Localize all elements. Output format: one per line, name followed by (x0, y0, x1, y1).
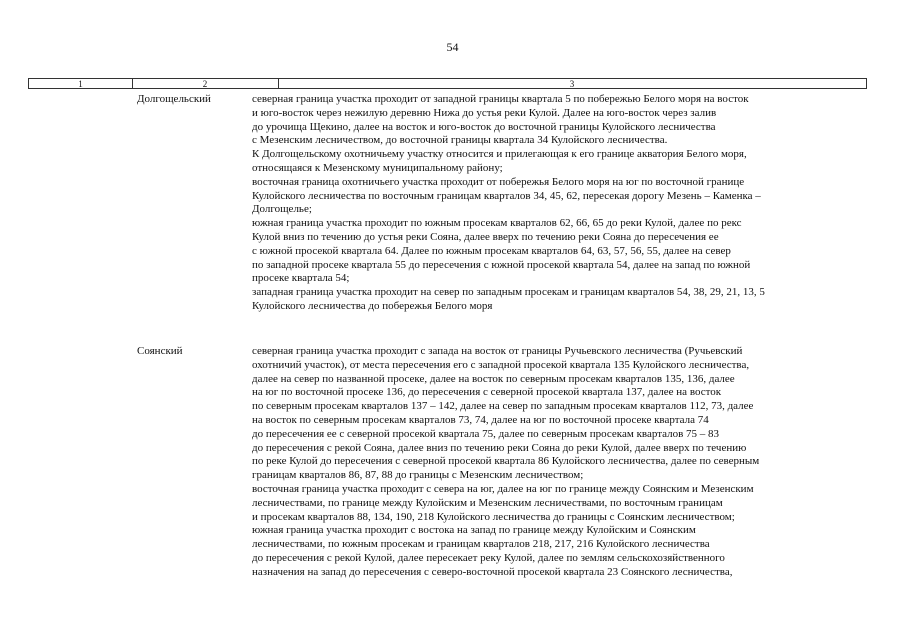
description-line: и юго-восток через нежилую деревню Нижа до устья реки Кулой. Далее на юго-восток через залив (252, 106, 717, 119)
description-line: северная граница участка проходит с запада на восток от границы Ручьевского лесничества (Ручьевский (252, 345, 743, 357)
boundary-description (252, 93, 872, 314)
table-header-row (28, 78, 867, 89)
description-line: по северным просекам кварталов 137 – 142, далее на север по западным просекам кварталов 112, 73, далее (252, 400, 754, 413)
description-line: далее на север по названной просеке, далее на восток по северным просекам кварталов 135, 136, далее (252, 372, 735, 385)
description-line: границам кварталов 86, 87, 88 до границы с Мезенским лесничеством; (252, 469, 584, 482)
description-line: южная граница участка проходит по южным просекам кварталов 62, 66, 65 до реки Кулой, далее по рекс (252, 217, 742, 230)
description-line: Кулойского лесничества по восточным границам кварталов 34, 45, 62, пересекая дорогу Мезень – Каменка – (252, 189, 761, 202)
description-line: лесничествами, по южным просекам и границам кварталов 218, 217, 216 Кулойского лесничества (252, 538, 710, 551)
description-line: восточная граница участка проходит с севера на юг, далее на юг по границе между Соянским и Мезенским (252, 482, 754, 495)
description-line: по западной просеке квартала 55 до пересечения с южной просекой квартала 54, далее на запад по южной (252, 258, 751, 271)
description-line: и просекам кварталов 88, 134, 190, 218 Кулойского лесничества до границы с Соянским лесничеством; (252, 510, 735, 523)
hunting-area-name: Соянский (137, 345, 183, 357)
description-line: по реке Кулой до пересечения с северной просекой квартала 86 Кулойского лесничества, далее по северным (252, 455, 760, 468)
description-line: западная граница участка проходит на север по западным просекам и границам кварталов 54, 38, 29, 21, 13, 5 (252, 286, 765, 299)
description-line: до пересечения с рекой Сояна, далее вниз по течению реки Сояна до реки Кулой, далее вверх по течению (252, 441, 747, 454)
description-line: назначения на запад до пересечения с северо-восточной просекой квартала 23 Соянского лесничества, (252, 565, 733, 578)
description-line: восточная граница охотничьего участка проходит от побережья Белого моря на юг по восточной границе (252, 175, 745, 188)
column-header-3: 3 (569, 79, 575, 89)
description-line: до урочища Щекино, далее на восток и юго-восток до восточной границы Кулойского лесничества (252, 120, 716, 133)
hunting-area-name: Долгощельский (137, 93, 211, 105)
description-line: с Мезенским лесничеством, до восточной границы квартала 34 Кулойского лесничества. (252, 134, 668, 147)
boundary-description (252, 345, 872, 580)
description-line: Кулойского лесничества до побережья Белого моря (252, 299, 493, 312)
description-line: К Долгощельскому охотничьему участку относится и прилегающая к его границе акватория Белого моря, (252, 148, 747, 161)
description-line: на восток по северным просекам кварталов 73, 74, далее на юг по восточной просеке квартала 74 (252, 413, 709, 426)
description-line: Кулой вниз по течению до устья реки Сояна, далее вверх по течению реки Сояна до пересечения ее (252, 230, 719, 243)
description-line: северная граница участка проходит от западной границы квартала 5 по побережью Белого моря на восток (252, 93, 749, 105)
column-header-2: 2 (132, 79, 279, 88)
description-line: относящаяся к Мезенскому муниципальному району; (252, 161, 503, 174)
description-line: на юг по восточной просеке 136, до пересечения с северной просекой квартала 137, далее на восток (252, 386, 722, 399)
description-line: с южной просекой квартала 64. Далее по южным просекам кварталов 64, 63, 57, 56, 55, далее на север (252, 244, 731, 257)
description-line: охотничий участок), от места пересечения его с западной просекой квартала 135 Кулойского лесничества, (252, 358, 750, 371)
description-line: до пересечения с рекой Кулой, далее пересекает реку Кулой, далее по землям сельскохозяйственного (252, 551, 725, 564)
description-line: Долгощелье; (252, 203, 312, 216)
column-header-1: 1 (29, 79, 133, 88)
description-line: просеке квартала 54; (252, 272, 350, 285)
description-line: до пересечения ее с северной просекой квартала 75, далее по северным просекам кварталов 75 – 83 (252, 427, 720, 440)
page-number: 54 (446, 40, 459, 54)
description-line: лесничествами, по границе между Кулойским и Мезенским лесничествами, по восточным границам (252, 496, 723, 509)
description-line: южная граница участка проходит с востока на запад по границе между Кулойским и Соянским (252, 524, 696, 537)
